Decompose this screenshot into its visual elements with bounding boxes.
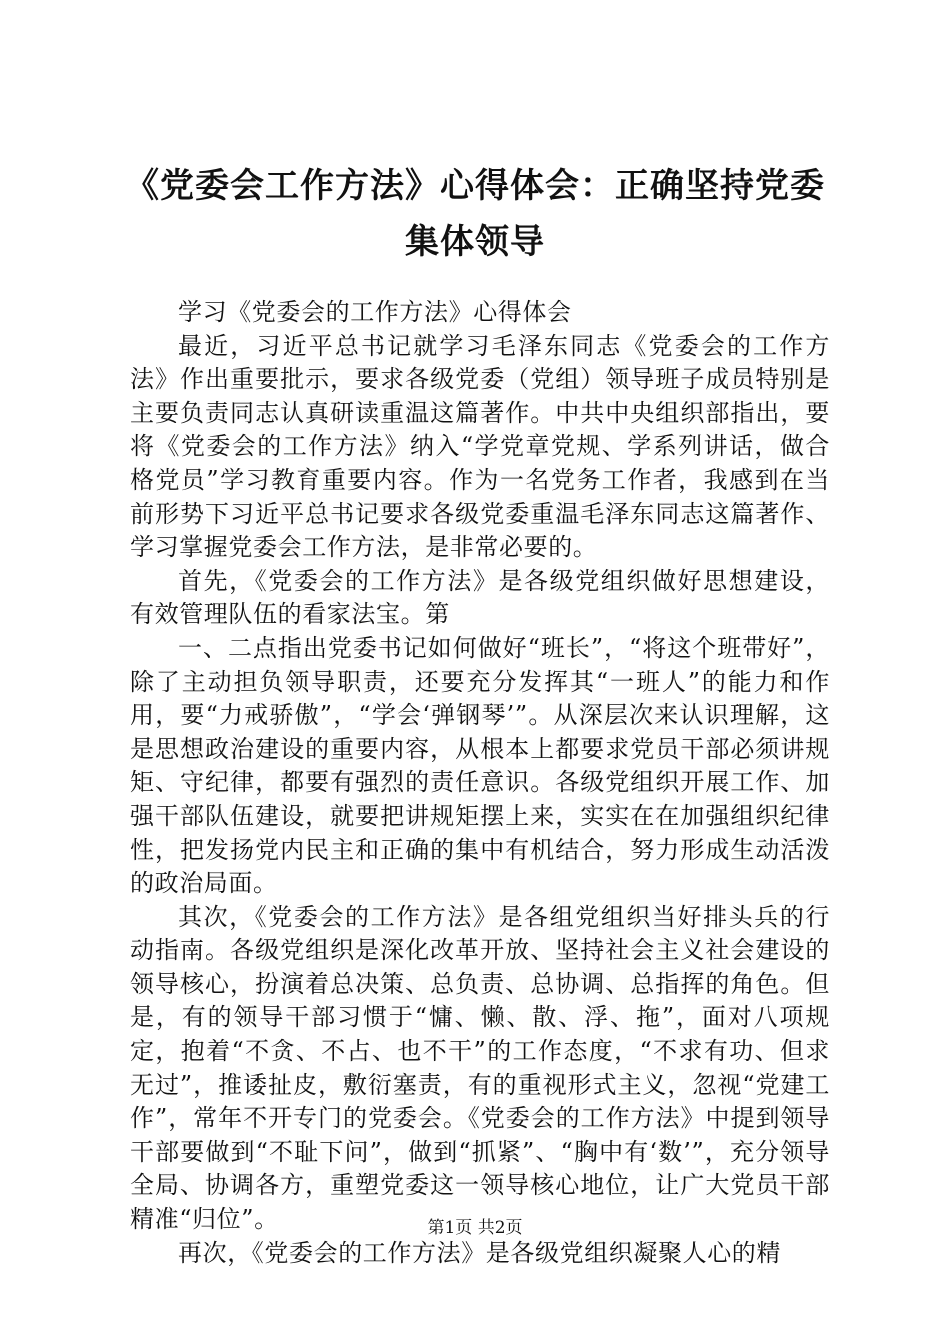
paragraph-first-point-detail: 一、二点指出党委书记如何做好“班长”，“将这个班带好”，除了主动担负领导职责，还要充分发挥其“一班人”的能力和作用，要“力戒骄傲”，“学会‘弹钢琴’”。从深层次来认识理解，这是思想政治建设的重要内容，从根本上都要求党员干部必须讲规矩、守纪律，都要有强烈的责任意识。各级党组织开展工作、加强干部队伍建设，就要把讲规矩摆上来，实实在在加强组织纪律性，把发扬党内民主和正确的集中有机结合，努力形成生动活泼的政治局面。 [130, 633, 830, 898]
paragraph-intro: 最近，习近平总书记就学习毛泽东同志《党委会的工作方法》作出重要批示，要求各级党委（党组）领导班子成员特别是主要负责同志认真研读重温这篇著作。中共中央组织部指出，要将《党委会的工作方法》纳入“学党章党规、学系列讲话，做合格党员”学习教育重要内容。作为一名党务工作者，我感到在当前形势下习近平总书记要求各级党委重温毛泽东同志这篇著作、学习掌握党委会工作方法，是非常必要的。 [130, 331, 830, 562]
page-footer: 第1页 共2页 [427, 1218, 523, 1238]
paragraph-subtitle: 学习《党委会的工作方法》心得体会 [178, 298, 572, 326]
paragraph-second-point: 其次，《党委会的工作方法》是各组党组织当好排头兵的行动指南。各级党组织是深化改革开放、坚持社会主义社会建设的领导核心，扮演着总决策、总负责、总协调、总指挥的角色。但是，有的领导干部习惯于“慵、懒、散、浮、拖”，面对八项规定，抱着“不贪、不占、也不干”的工作态度，“不求有功、但求无过”，推诿扯皮，敷衍塞责，有的重视形式主义，忽视“党建工作”，常年不开专门的党委会。《党委会的工作方法》中提到领导干部要做到“不耻下问”，做到“抓紧”、“胸中有‘数’”，充分领导全局、协调各方，重塑党委这一领导核心地位，让广大党员干部精准“归位”。 [130, 902, 830, 1234]
paragraph-third-point: 再次，《党委会的工作方法》是各级党组织凝聚人心的精 [178, 1238, 781, 1267]
paragraph-first-point: 首先，《党委会的工作方法》是各级党组织做好思想建设，有效管理队伍的看家法宝。第 [130, 566, 830, 629]
title-line-2: 集体领导 [405, 222, 545, 262]
document-title [110, 158, 840, 270]
title-line-1: 《党委会工作方法》心得体会：正确坚持党委 [125, 166, 825, 206]
document-body [130, 296, 830, 1270]
